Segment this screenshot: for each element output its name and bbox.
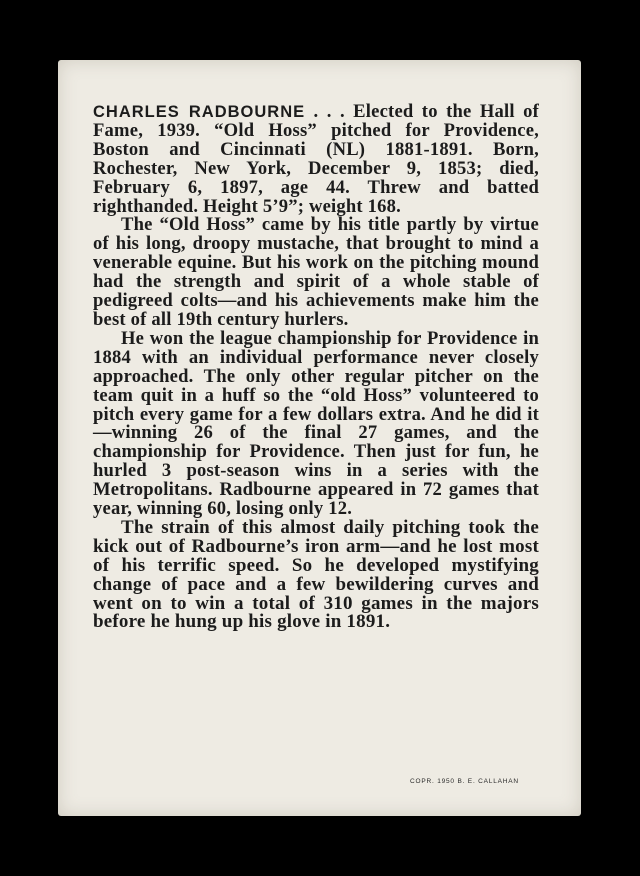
copyright-notice: COPR. 1950 B. E. CALLAHAN [410, 778, 519, 785]
player-name: CHARLES RADBOURNE [93, 103, 306, 121]
paragraph-nickname: The “Old Hoss” came by his title partly by virtue of his long, droopy mustache, that brought to mind a venerable equine. But his work on the pitching mound had the strength and spirit of a whole stable of pedigreed colts—and his achievements make him the best of all 19th century hurlers. [93, 214, 539, 330]
paragraph-championship: He won the league championship for Providence in 1884 with an individual performance never closely approached. The only other regular pitcher on the team quit in a huff so the “old Hoss” volunteered to pitch every game for a few dollars extra. And he did it—winning 26 of the final 27 games, and the championship for Providence. Then just for fun, he hurled 3 post-season wins in a series with the Metropolitans. Radbourne appeared in 72 games that year, winning 60, losing only 12. [93, 327, 539, 520]
paragraph-intro [93, 103, 539, 216]
intro-details: . . . Elected to the Hall of Fame, 1939. “Old Hoss” pitched for Providence, Boston and Cincinnati (NL) 1881-1891. Born, Rochester, New York, December 9, 1853; died, February 6, 1897, age 44. Threw and batted righthanded. Height 5’9”; weight 168. [93, 101, 539, 217]
biography-text [93, 103, 539, 632]
paragraph-career-end: The strain of this almost daily pitching took the kick out of Radbourne’s iron arm—and he lost most of his terrific speed. So he developed mystifying change of pace and a few bewildering curves and went on to win a total of 310 games in the majors before he hung up his glove in 1891. [93, 516, 539, 633]
baseball-card-back [58, 60, 581, 816]
